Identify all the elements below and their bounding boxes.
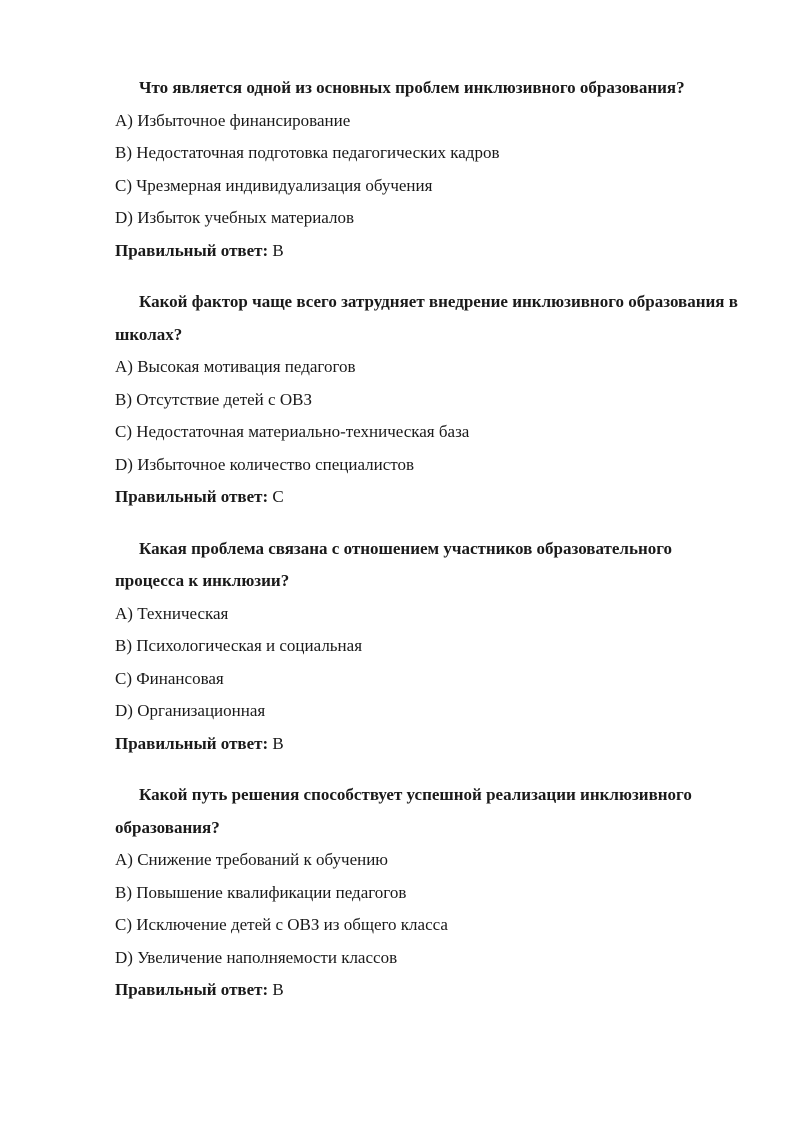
answer-option-b: B) Отсутствие детей с ОВЗ: [115, 389, 312, 409]
answer-option-b: B) Психологическая и социальная: [115, 636, 363, 655]
question-block-2: [115, 286, 740, 514]
question-text: Что является одной из основных проблем инклюзивного образования?: [139, 78, 685, 97]
question-text: Какой фактор чаще всего затрудняет внедрение инклюзивного образования в школах?: [115, 292, 738, 344]
answer-option-d: D) Избыток учебных материалов: [115, 208, 355, 227]
answer-option-a: A) Техническая: [115, 603, 229, 623]
answer-option-c: C) Недостаточная материально-техническая база: [115, 422, 470, 441]
correct-answer-label: Правильный ответ:: [115, 487, 269, 506]
question-block-1: [115, 72, 740, 267]
answer-option-b: B) Повышение квалификации педагогов: [115, 882, 407, 902]
correct-answer-value: B: [272, 733, 284, 753]
correct-answer-label: Правильный ответ:: [115, 980, 269, 999]
answer-option-d: D) Организационная: [115, 701, 266, 720]
answer-option-a: A) Снижение требований к обучению: [115, 850, 389, 869]
question-text: Какой путь решения способствует успешной реализации инклюзивного образования?: [115, 785, 692, 837]
correct-answer: [115, 728, 740, 761]
correct-answer: [115, 974, 740, 1007]
question-block-4: [115, 779, 740, 1007]
answer-option-a: A) Избыточное финансирование: [115, 110, 351, 130]
correct-answer: [115, 481, 740, 514]
correct-answer-value: B: [272, 980, 284, 999]
correct-answer: [115, 235, 740, 268]
correct-answer-label: Правильный ответ:: [115, 240, 269, 260]
answer-option-c: C) Исключение детей с ОВЗ из общего класса: [115, 915, 448, 934]
answer-option-c: C) Чрезмерная индивидуализация обучения: [115, 175, 433, 195]
question-text: Какая проблема связана с отношением участников образовательного процесса к инклюзии?: [115, 538, 673, 590]
correct-answer-value: C: [272, 487, 284, 506]
answer-option-a: A) Высокая мотивация педагогов: [115, 357, 356, 376]
answer-option-b: B) Недостаточная подготовка педагогических кадров: [115, 143, 500, 162]
question-block-3: [115, 533, 740, 761]
answer-option-d: D) Избыточное количество специалистов: [115, 454, 415, 474]
correct-answer-value: B: [272, 240, 284, 260]
answer-option-c: C) Финансовая: [115, 668, 224, 688]
answer-option-d: D) Увеличение наполняемости классов: [115, 947, 398, 967]
correct-answer-label: Правильный ответ:: [115, 733, 269, 753]
